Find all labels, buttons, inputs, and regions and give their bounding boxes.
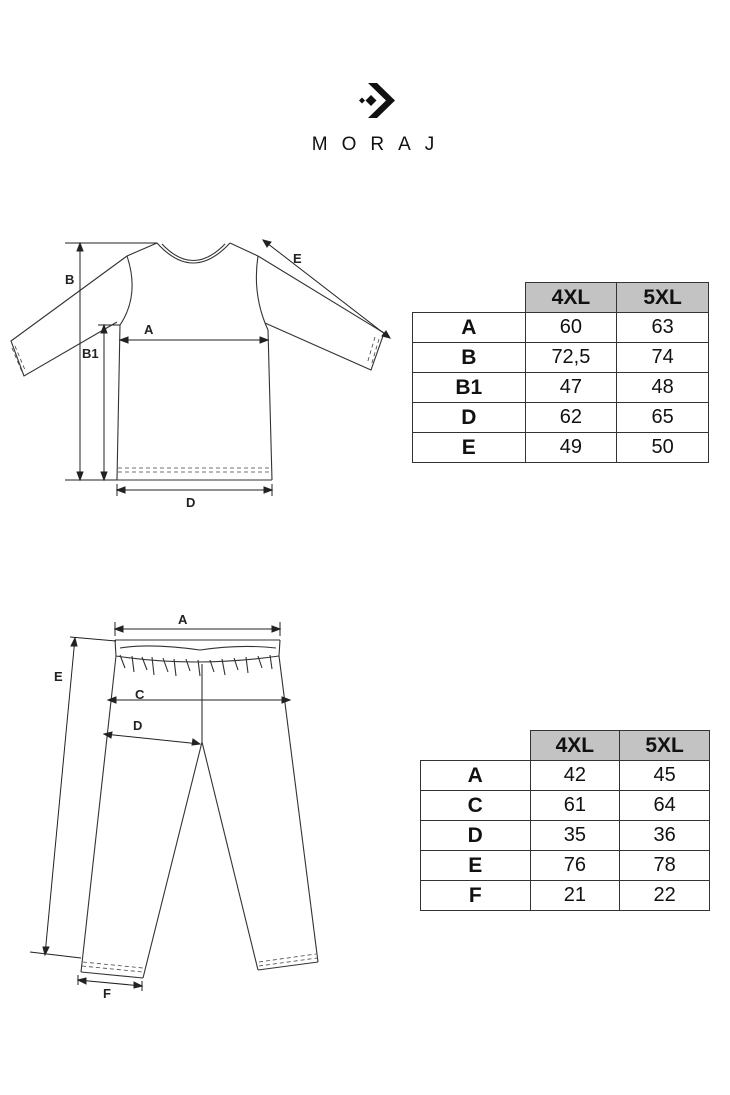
pants-size-table <box>420 730 710 911</box>
shirt-label-d: D <box>186 495 196 510</box>
table-row <box>413 373 709 403</box>
shirt-label-a: A <box>144 322 154 337</box>
shirt-stitching <box>12 337 379 472</box>
pants-dimension-lines <box>30 622 290 991</box>
table-header-row <box>421 731 710 761</box>
brand-logo <box>0 78 730 168</box>
cell-value: 49 <box>525 433 617 463</box>
column-header-5xl: 5XL <box>620 731 710 761</box>
cell-value: 74 <box>617 343 709 373</box>
cell-value: 76 <box>530 851 620 881</box>
shirt-label-e: E <box>293 251 302 266</box>
cell-value: 35 <box>530 821 620 851</box>
pants-drawing <box>0 600 340 1020</box>
table-corner <box>421 731 531 761</box>
pants-label-e: E <box>54 669 63 684</box>
row-label: E <box>421 851 531 881</box>
cell-value: 60 <box>525 313 617 343</box>
cell-value: 36 <box>620 821 710 851</box>
column-header-4xl: 4XL <box>525 283 617 313</box>
table-row <box>421 791 710 821</box>
row-label: D <box>421 821 531 851</box>
row-label: A <box>413 313 526 343</box>
shirt-label-b: B <box>65 272 75 287</box>
row-label: D <box>413 403 526 433</box>
table-row <box>413 403 709 433</box>
brand-name: MORAJ <box>311 134 449 155</box>
table-row <box>421 761 710 791</box>
cell-value: 21 <box>530 881 620 911</box>
pants-stitching <box>82 954 317 972</box>
table-row <box>413 343 709 373</box>
cell-value: 45 <box>620 761 710 791</box>
pants-outline <box>81 640 318 978</box>
shirt-drawing <box>0 225 410 520</box>
column-header-4xl: 4XL <box>530 731 620 761</box>
column-header-5xl: 5XL <box>617 283 709 313</box>
moraj-logo-icon <box>355 78 405 123</box>
table-header-row <box>413 283 709 313</box>
cell-value: 64 <box>620 791 710 821</box>
pants-label-a: A <box>178 612 188 627</box>
pants-label-d: D <box>133 718 143 733</box>
cell-value: 61 <box>530 791 620 821</box>
table-row <box>421 881 710 911</box>
pants-label-c: C <box>135 687 145 702</box>
row-label: C <box>421 791 531 821</box>
cell-value: 48 <box>617 373 709 403</box>
shirt-size-table <box>412 282 709 463</box>
table-row <box>421 821 710 851</box>
shirt-label-b1: B1 <box>82 346 99 361</box>
row-label: F <box>421 881 531 911</box>
row-label: A <box>421 761 531 791</box>
cell-value: 72,5 <box>525 343 617 373</box>
cell-value: 78 <box>620 851 710 881</box>
cell-value: 50 <box>617 433 709 463</box>
cell-value: 42 <box>530 761 620 791</box>
table-corner <box>413 283 526 313</box>
table-row <box>413 313 709 343</box>
row-label: B1 <box>413 373 526 403</box>
cell-value: 22 <box>620 881 710 911</box>
cell-value: 47 <box>525 373 617 403</box>
table-row <box>421 851 710 881</box>
row-label: B <box>413 343 526 373</box>
row-label: E <box>413 433 526 463</box>
cell-value: 62 <box>525 403 617 433</box>
cell-value: 63 <box>617 313 709 343</box>
pants-label-f: F <box>103 986 111 1001</box>
cell-value: 65 <box>617 403 709 433</box>
table-row <box>413 433 709 463</box>
shirt-dimension-lines <box>65 240 390 496</box>
